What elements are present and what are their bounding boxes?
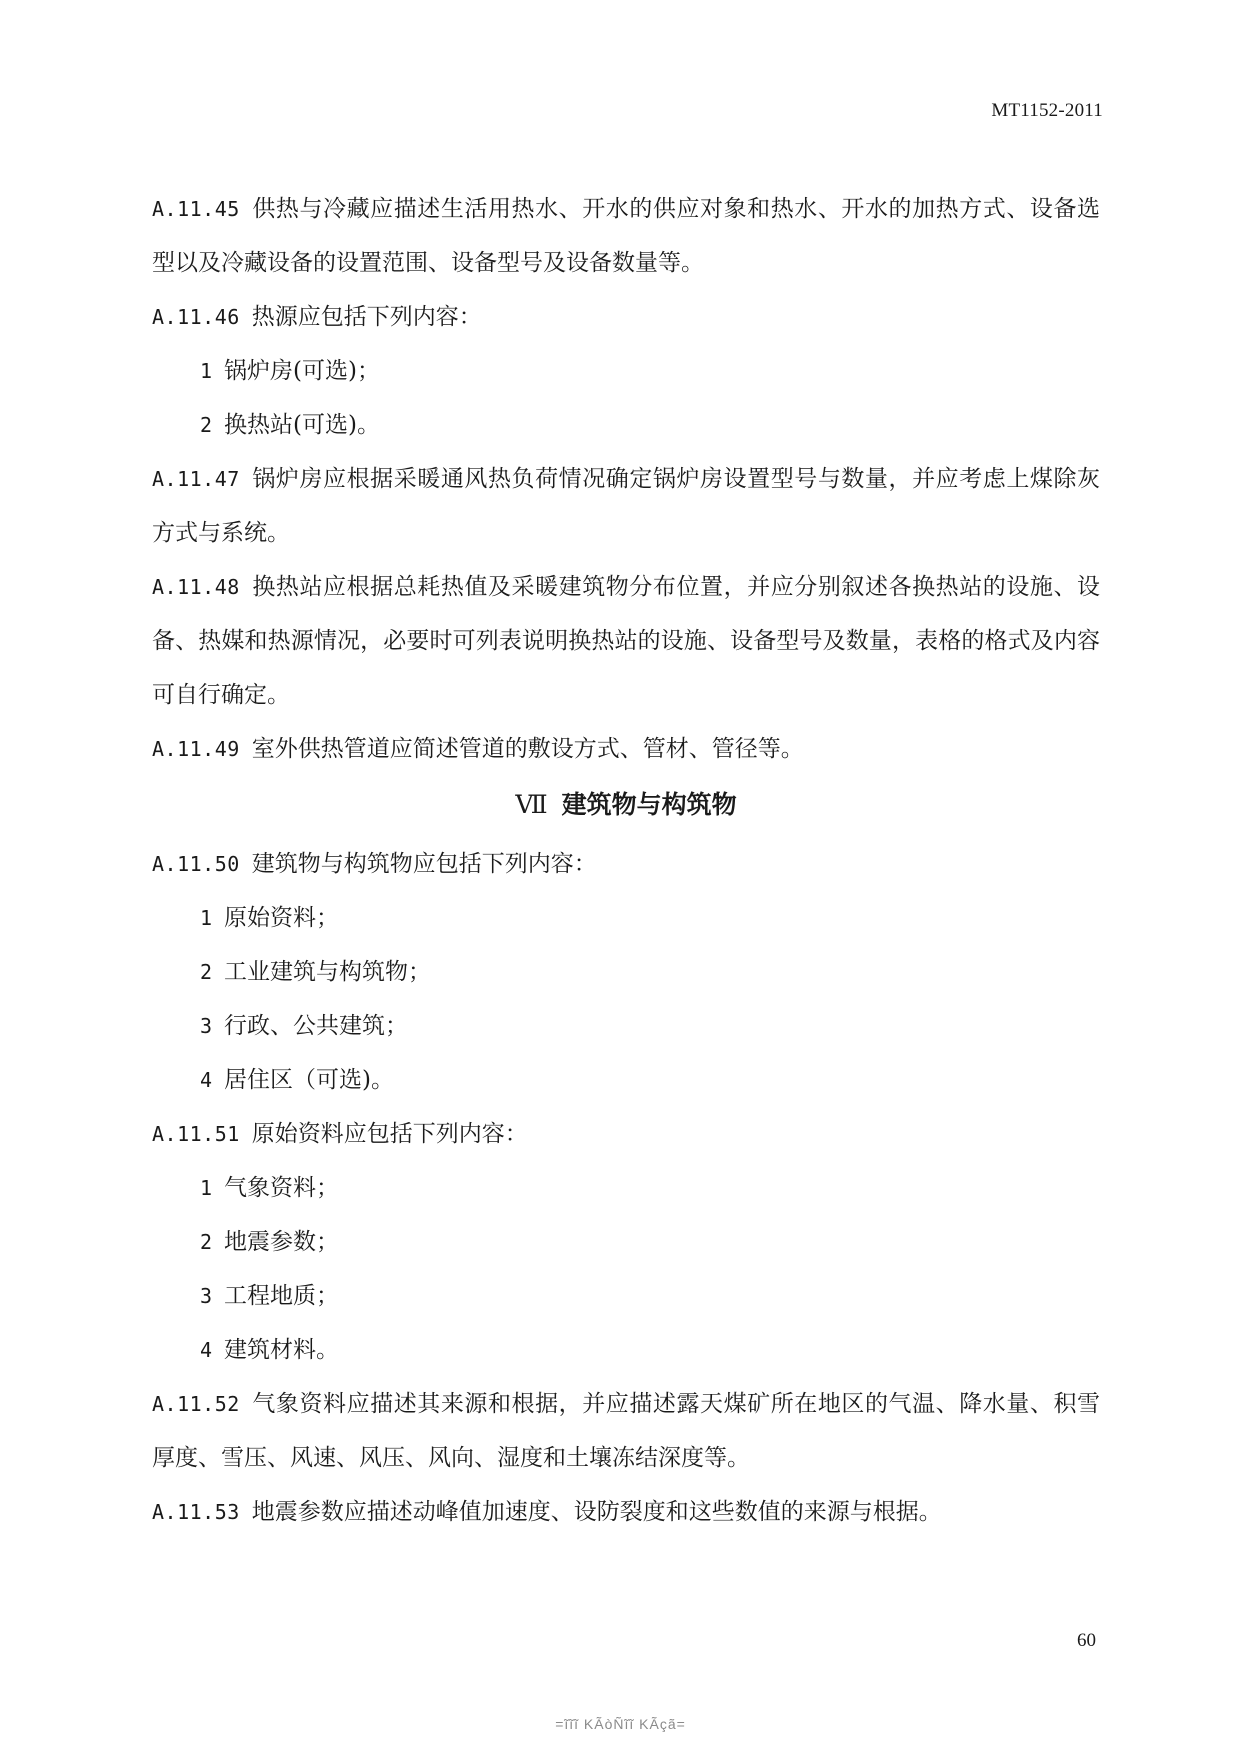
- list-item-text: 换热站(可选)。: [224, 412, 380, 438]
- list-item: [152, 1161, 1100, 1215]
- clause-number: A.11.51: [152, 1122, 240, 1146]
- list-item: [152, 398, 1100, 452]
- clause-a-11-49: [152, 722, 1100, 776]
- section-title-text: 建筑物与构筑物: [561, 790, 737, 819]
- clause-number: A.11.47: [152, 467, 240, 491]
- list-item-text: 气象资料；: [224, 1175, 340, 1201]
- clause-number: A.11.46: [152, 305, 240, 329]
- list-item: [152, 891, 1100, 945]
- list-item: [152, 1215, 1100, 1269]
- list-item-number: 2: [200, 960, 213, 984]
- clause-text: 原始资料应包括下列内容：: [251, 1121, 528, 1147]
- clause-number: A.11.53: [152, 1500, 240, 1524]
- clause-a-11-45: [152, 182, 1100, 290]
- list-item-number: 4: [200, 1068, 213, 1092]
- list-item-number: 3: [200, 1284, 213, 1308]
- list-item: [152, 1269, 1100, 1323]
- list-item-text: 工程地质；: [224, 1283, 340, 1309]
- clause-a-11-50: [152, 837, 1100, 891]
- clause-text: 地震参数应描述动峰值加速度、设防裂度和这些数值的来源与根据。: [251, 1499, 942, 1525]
- list-item: [152, 1323, 1100, 1377]
- list-item-number: 3: [200, 1014, 213, 1038]
- clause-text: 建筑物与构筑物应包括下列内容：: [251, 851, 597, 877]
- clause-a-11-53: [152, 1485, 1100, 1539]
- document-body: [152, 182, 1100, 1539]
- clause-text: 室外供热管道应简述管道的敷设方式、管材、管径等。: [251, 736, 804, 762]
- clause-number: A.11.49: [152, 737, 240, 761]
- section-numeral: Ⅶ: [515, 792, 548, 819]
- list-item: [152, 945, 1100, 999]
- list-item-text: 行政、公共建筑；: [224, 1013, 409, 1039]
- list-item-number: 4: [200, 1338, 213, 1362]
- watermark: =ĩĩĩ KÃòÑĩĩ KÃçã=: [555, 1716, 686, 1732]
- list-item-text: 工业建筑与构筑物；: [224, 959, 432, 985]
- list-item-number: 2: [200, 413, 213, 437]
- list-item-text: 建筑材料。: [224, 1337, 340, 1363]
- list-item-text: 原始资料；: [224, 905, 340, 931]
- list-item: [152, 344, 1100, 398]
- clause-text: 换热站应根据总耗热值及采暖建筑物分布位置，并应分别叙述各换热站的设施、设备、热媒和热源情况，必要时可列表说明换热站的设施、设备型号及数量，表格的格式及内容可自行确定。: [152, 574, 1100, 708]
- clause-text: 供热与冷藏应描述生活用热水、开水的供应对象和热水、开水的加热方式、设备选型以及冷藏设备的设置范围、设备型号及设备数量等。: [152, 196, 1100, 276]
- clause-a-11-47: [152, 452, 1100, 560]
- clause-number: A.11.48: [152, 575, 240, 599]
- clause-a-11-52: [152, 1377, 1100, 1485]
- clause-a-11-46: [152, 290, 1100, 344]
- section-heading: [152, 778, 1100, 833]
- list-item: [152, 999, 1100, 1053]
- clause-text: 热源应包括下列内容：: [251, 304, 482, 330]
- clause-text: 锅炉房应根据采暖通风热负荷情况确定锅炉房设置型号与数量，并应考虑上煤除灰方式与系统。: [152, 466, 1100, 546]
- page-number: 60: [1077, 1630, 1096, 1651]
- list-item: [152, 1053, 1100, 1107]
- clause-text: 气象资料应描述其来源和根据，并应描述露天煤矿所在地区的气温、降水量、积雪厚度、雪压、风速、风压、风向、湿度和土壤冻结深度等。: [152, 1391, 1100, 1471]
- list-item-number: 1: [200, 906, 213, 930]
- clause-a-11-51: [152, 1107, 1100, 1161]
- list-item-text: 地震参数；: [224, 1229, 340, 1255]
- clause-number: A.11.50: [152, 852, 240, 876]
- clause-number: A.11.45: [152, 197, 240, 221]
- document-code: MT1152-2011: [991, 100, 1103, 121]
- list-item-number: 1: [200, 1176, 213, 1200]
- list-item-number: 2: [200, 1230, 213, 1254]
- list-item-text: 居住区（可选)。: [224, 1067, 395, 1093]
- clause-number: A.11.52: [152, 1392, 240, 1416]
- clause-a-11-48: [152, 560, 1100, 722]
- list-item-text: 锅炉房(可选)；: [224, 358, 380, 384]
- list-item-number: 1: [200, 359, 213, 383]
